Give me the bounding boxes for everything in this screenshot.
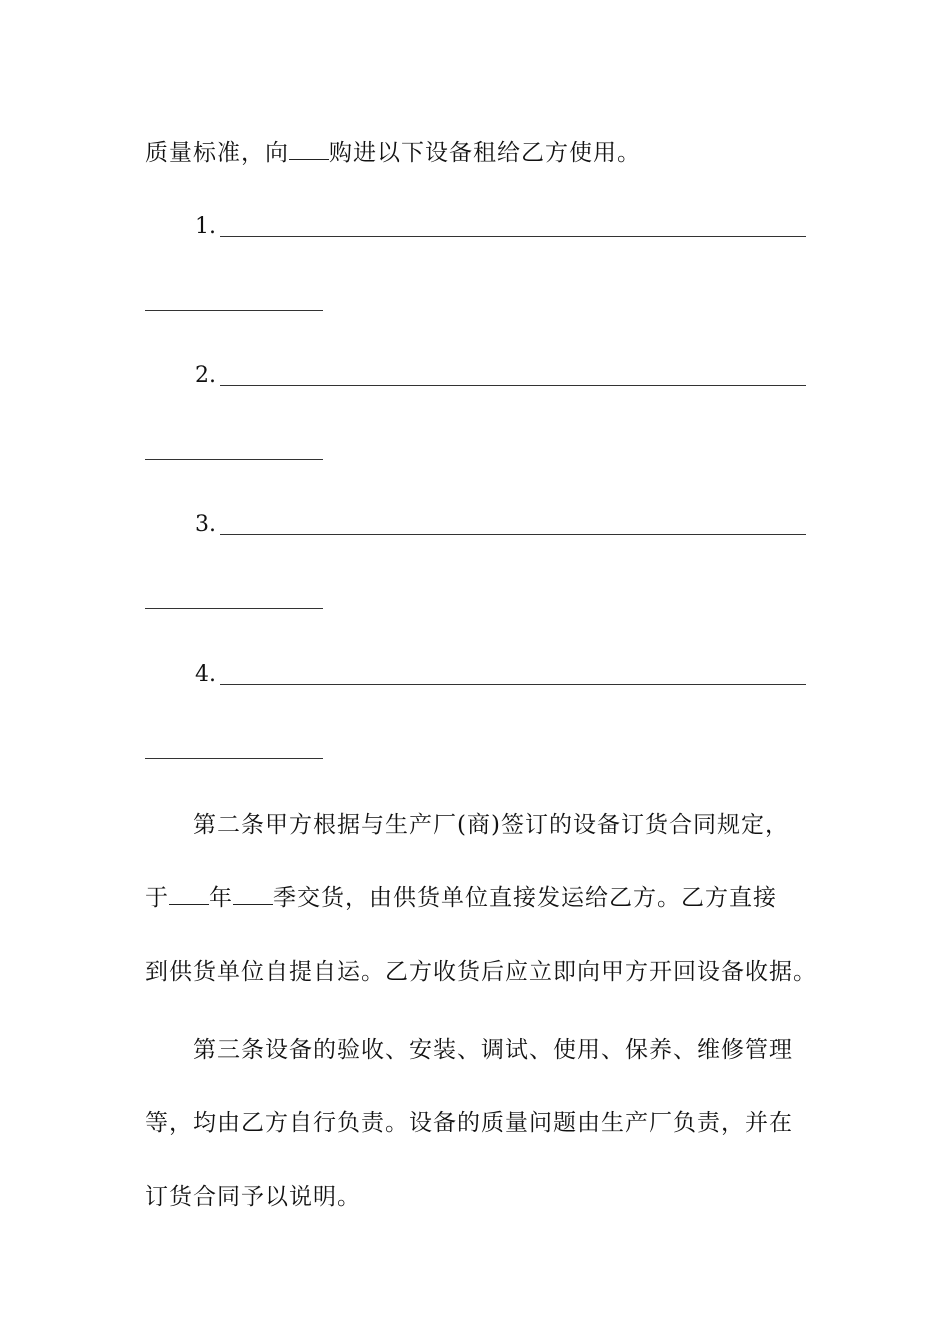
article3-line3: 订货合同予以说明。: [145, 1184, 361, 1210]
item-number-1: 1.: [195, 214, 216, 239]
article2-line2-part-b: 年: [209, 885, 233, 911]
item-4-blank-line: [220, 684, 806, 685]
intro-text-before: 质量标准，向: [145, 140, 289, 166]
intro-paragraph: [145, 138, 641, 168]
article2-line1: 第二条甲方根据与生产厂(商)签订的设备订货合同规定，: [193, 812, 789, 838]
article3-line2: 等，均由乙方自行负责。设备的质量问题由生产厂负责，并在: [145, 1110, 793, 1136]
intro-text-after: 购进以下设备租给乙方使用。: [329, 140, 641, 166]
item-2-continuation-line: [145, 459, 323, 460]
quarter-blank: [233, 886, 273, 905]
item-3-continuation-line: [145, 608, 323, 609]
item-2-blank-line: [220, 385, 806, 386]
item-3-blank-line: [220, 534, 806, 535]
supplier-blank: [289, 141, 329, 160]
article3-line1: 第三条设备的验收、安装、调试、使用、保养、维修管理: [193, 1037, 793, 1063]
article2-line2-part-c: 季交货，由供货单位直接发运给乙方。乙方直接: [273, 885, 777, 911]
article2-line3: 到供货单位自提自运。乙方收货后应立即向甲方开回设备收据。: [145, 959, 817, 985]
year-blank: [169, 886, 209, 905]
article2-line2-part-a: 于: [145, 885, 169, 911]
article2-line2: [145, 883, 777, 913]
item-number-3: 3.: [195, 512, 216, 537]
item-4-continuation-line: [145, 758, 323, 759]
item-1-continuation-line: [145, 310, 323, 311]
item-1-blank-line: [220, 236, 806, 237]
item-number-2: 2.: [195, 363, 216, 388]
item-number-4: 4.: [195, 662, 216, 687]
